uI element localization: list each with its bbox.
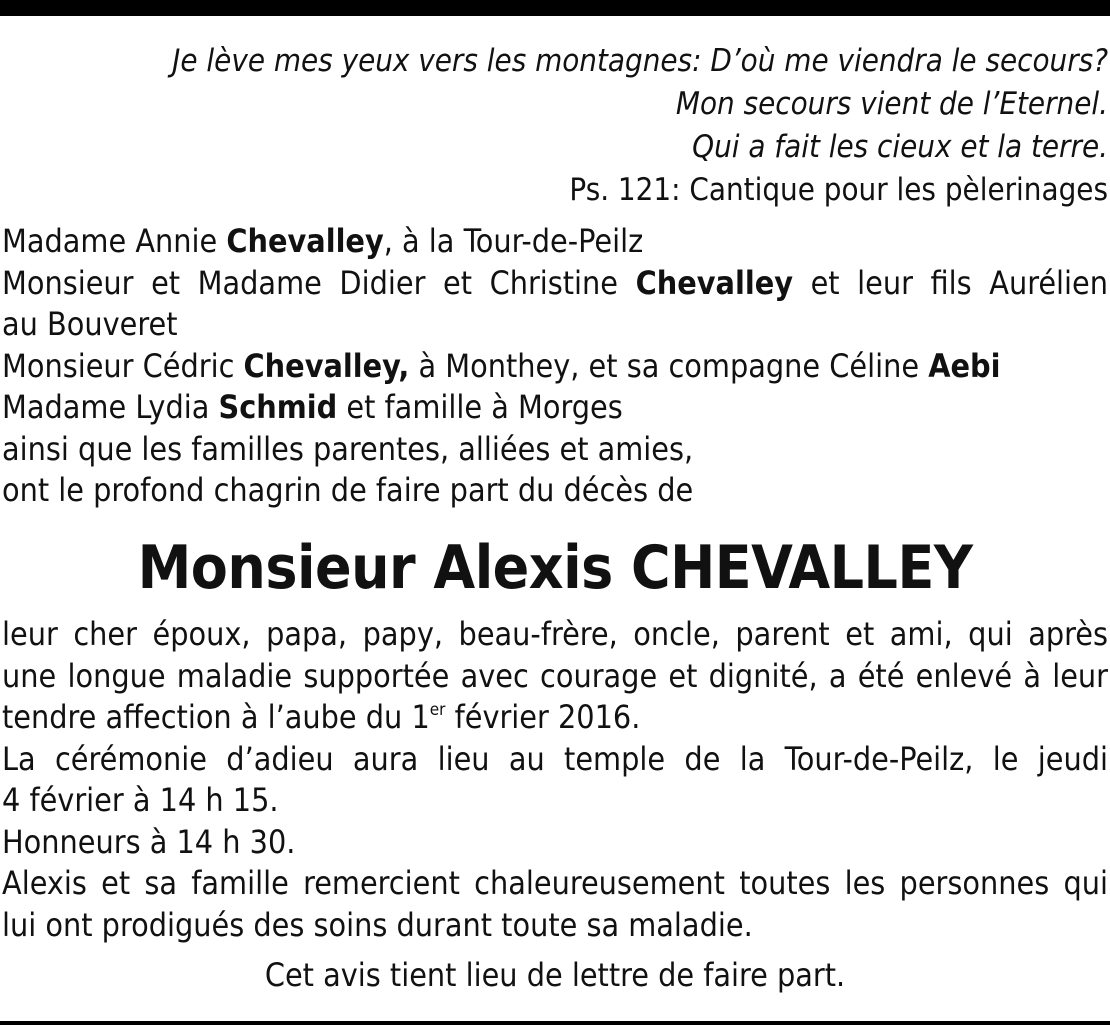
family-surname: Chevalley (226, 222, 384, 260)
bottom-rule (0, 1021, 1110, 1025)
family-line-text: et leur fils Aurélien (792, 263, 1109, 302)
psalm-verse-3: Qui a fait les cieux et la terre. (692, 129, 1108, 165)
family-line-relatives: ainsi que les familles parentes, alliées et amies, (2, 429, 694, 468)
family-line-cedric (2, 346, 1108, 388)
psalm-verse-1: Je lève mes yeux vers les montagnes: D’où me viendra le secours? (172, 43, 1108, 79)
family-list (2, 221, 1108, 512)
body-line: une longue maladie supportée avec courage et dignité, a été enlevé à leur (2, 656, 1108, 695)
ceremony-line: La cérémonie d’adieu aura lieu au temple de la Tour-de-Peilz, le jeudi (2, 739, 1108, 778)
thanks-line-cont: lui ont prodigués des soins durant toute sa maladie. (2, 905, 753, 944)
closing-note: Cet avis tient lieu de lettre de faire part. (264, 956, 846, 994)
family-line-text: Madame Annie (2, 222, 227, 260)
psalm-reference: Ps. 121: Cantique pour les pèlerinages (569, 172, 1108, 208)
family-surname: Chevalley, (243, 346, 410, 385)
family-line-text: Monsieur Cédric (2, 346, 244, 385)
family-surname: Chevalley (635, 263, 793, 302)
notice-body (2, 614, 1108, 946)
ordinal-superscript: er (429, 700, 446, 720)
body-text: tendre affection à l’aube du 1 (2, 698, 430, 736)
family-line-didier (2, 263, 1108, 305)
family-line-text: et famille à Morges (337, 388, 623, 426)
top-rule (0, 0, 1110, 16)
family-surname: Schmid (218, 388, 338, 426)
family-line-announcement: ont le profond chagrin de faire part du décès de (2, 471, 694, 509)
honours-line: Honneurs à 14 h 30. (2, 822, 296, 861)
ceremony-time: 4 février à 14 h 15. (2, 781, 279, 819)
psalm-epigraph (48, 40, 1108, 212)
body-line: leur cher époux, papa, papy, beau-frère, oncle, parent et ami, qui après (2, 615, 1108, 653)
family-line-didier-cont: au Bouveret (2, 305, 178, 343)
family-line-text: à Monthey, et sa compagne Céline (409, 346, 929, 385)
psalm-verse-2: Mon secours vient de l’Eternel. (675, 86, 1108, 122)
family-line-text: Monsieur et Madame Didier et Christine (2, 263, 636, 302)
family-line-lydia (2, 387, 1108, 429)
family-line-text: Madame Lydia (2, 388, 219, 426)
body-text: février 2016. (445, 698, 641, 736)
family-surname: Aebi (928, 346, 1001, 385)
thanks-line: Alexis et sa famille remercient chaleureusement toutes les personnes qui (2, 864, 1108, 902)
family-line-annie (2, 221, 1108, 263)
body-line-date (2, 697, 1108, 739)
family-line-text: , à la Tour-de-Peilz (383, 222, 644, 260)
deceased-name: Monsieur Alexis CHEVALLEY (137, 533, 973, 603)
